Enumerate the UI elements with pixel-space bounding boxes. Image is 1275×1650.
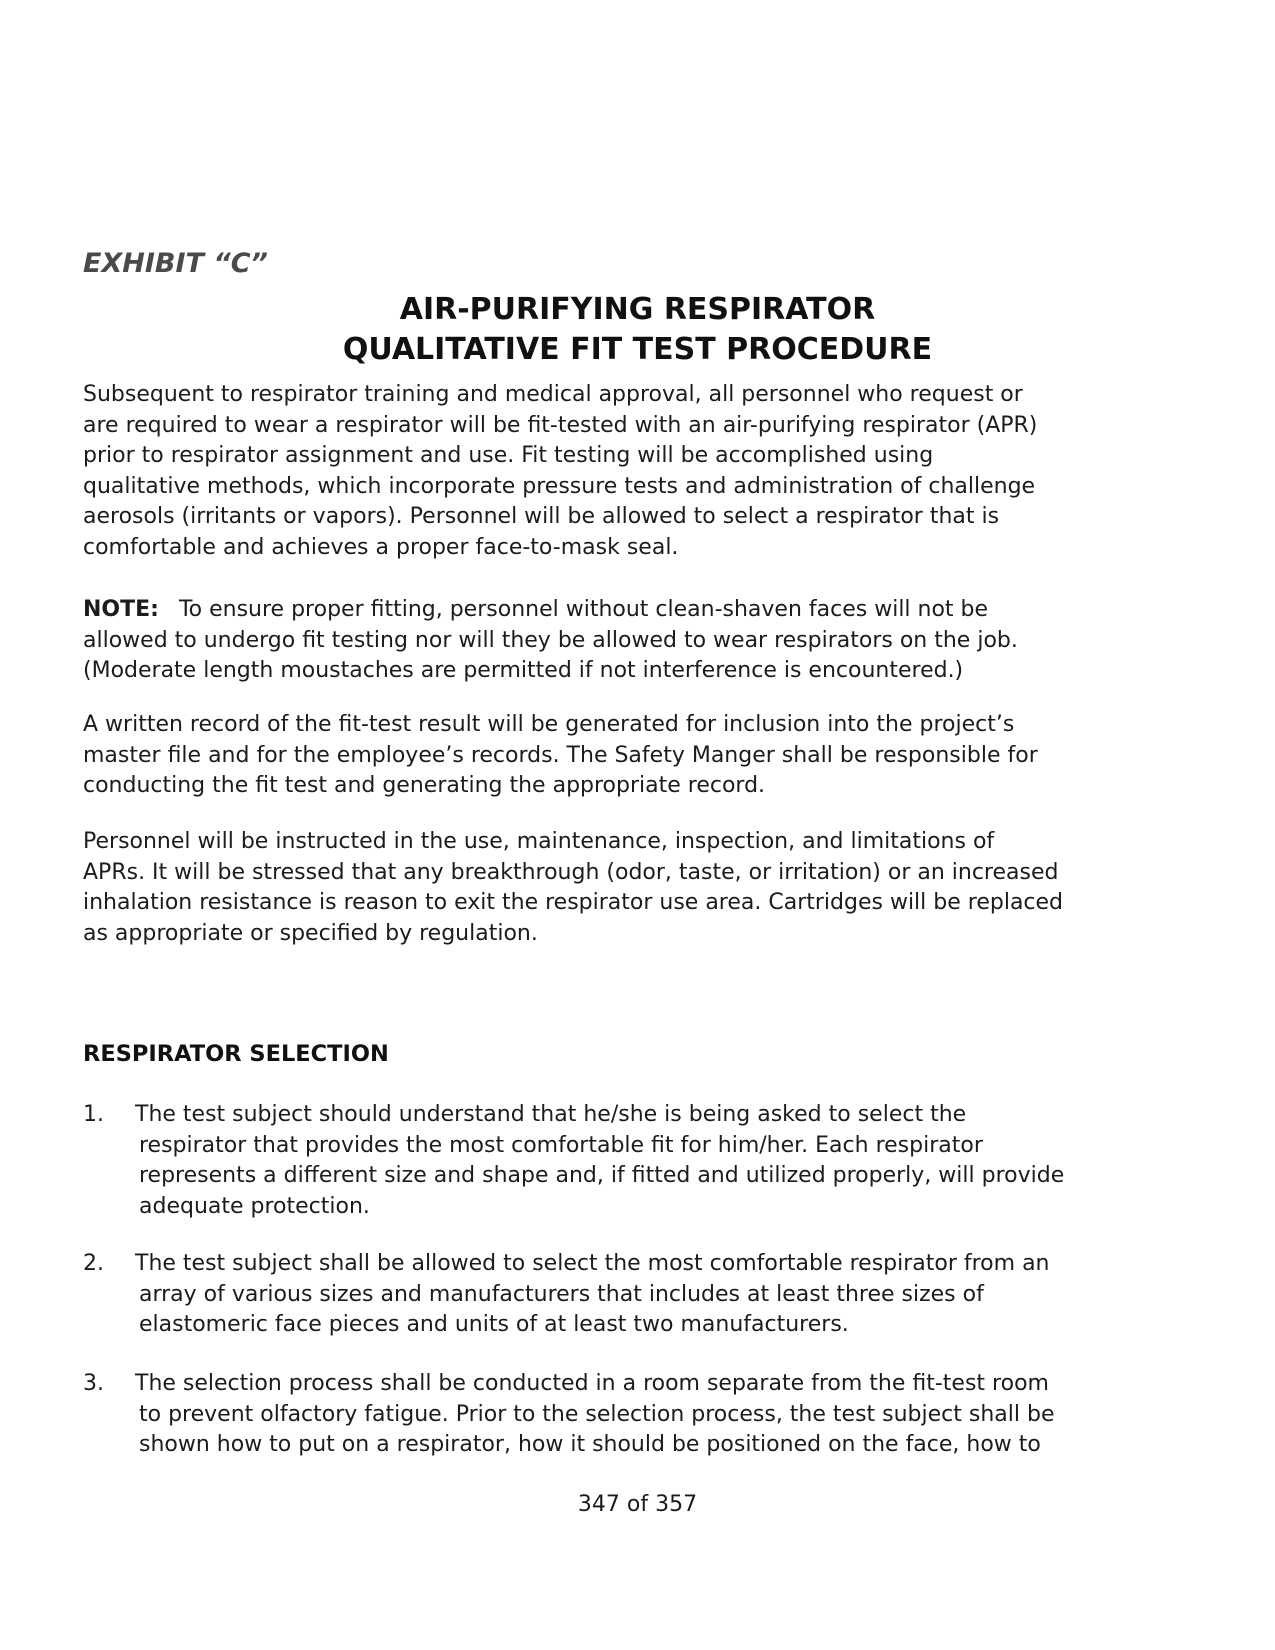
- page-number: 347 of 357: [577, 1492, 698, 1517]
- record-paragraph: [83, 710, 1203, 802]
- exhibit-label: EXHIBIT “C”: [83, 248, 268, 279]
- list-item-line: adequate protection.: [139, 1193, 370, 1219]
- note-first-line: [83, 595, 1203, 626]
- list-item-line: The test subject should understand that he/she is being asked to select the: [135, 1102, 967, 1127]
- instruction-line: APRs. It will be stressed that any breakthrough (odor, taste, or irritation) or an increased: [83, 859, 1059, 885]
- note-label: NOTE:: [83, 597, 159, 622]
- intro-line: qualitative methods, which incorporate pressure tests and administration of challenge: [83, 473, 1036, 499]
- list-item-number: 1.: [83, 1102, 104, 1127]
- list-item-line: respirator that provides the most comfortable fit for him/her. Each respirator: [139, 1132, 983, 1158]
- note-paragraph: [83, 595, 1203, 687]
- list-item-line: The test subject shall be allowed to select the most comfortable respirator from an: [135, 1251, 1050, 1276]
- instruction-line: inhalation resistance is reason to exit the respirator use area. Cartridges will be replaced: [83, 890, 1064, 915]
- note-line: (Moderate length moustaches are permitted if not interference is encountered.): [83, 658, 964, 683]
- intro-line: aerosols (irritants or vapors). Personnel will be allowed to select a respirator that is: [83, 504, 1000, 529]
- list-item-number: 3.: [83, 1371, 104, 1396]
- instruction-paragraph: [83, 827, 1203, 949]
- title-line-2: QUALITATIVE FIT TEST PROCEDURE: [342, 332, 933, 367]
- instruction-line: Personnel will be instructed in the use, maintenance, inspection, and limitations of: [83, 829, 995, 854]
- list-item-line: array of various sizes and manufacturers that includes at least three sizes of: [139, 1281, 984, 1307]
- list-item-line: to prevent olfactory fatigue. Prior to the selection process, the test subject shall be: [139, 1401, 1055, 1427]
- instruction-line: as appropriate or specified by regulation.: [83, 920, 538, 946]
- intro-paragraph: [83, 380, 1203, 563]
- list-item-line: The selection process shall be conducted in a room separate from the fit-test room: [135, 1371, 1049, 1396]
- list-item-line: represents a different size and shape and, if fitted and utilized properly, will provide: [139, 1163, 1065, 1188]
- list-item-line: elastomeric face pieces and units of at least two manufacturers.: [139, 1312, 849, 1337]
- note-text: To ensure proper fitting, personnel without clean-shaven faces will not be: [178, 597, 989, 622]
- record-line: conducting the fit test and generating the appropriate record.: [83, 773, 766, 798]
- intro-line: comfortable and achieves a proper face-to-mask seal.: [83, 534, 679, 560]
- list-item-line: shown how to put on a respirator, how it should be positioned on the face, how to: [139, 1432, 1041, 1457]
- record-line: A written record of the fit-test result will be generated for inclusion into the project’s: [83, 712, 1015, 737]
- intro-line: are required to wear a respirator will be fit-tested with an air-purifying respirator (APR): [83, 412, 1038, 438]
- intro-line: Subsequent to respirator training and medical approval, all personnel who request or: [83, 382, 1023, 407]
- list-item-body: [135, 1369, 1054, 1461]
- intro-line: prior to respirator assignment and use. Fit testing will be accomplished using: [83, 443, 934, 468]
- section-heading: RESPIRATOR SELECTION: [83, 1041, 389, 1067]
- list-item-body: [135, 1249, 1050, 1341]
- record-line: master file and for the employee’s records. The Safety Manger shall be responsible for: [83, 742, 1038, 768]
- list-item-body: [135, 1100, 1064, 1222]
- list-item-number: 2.: [83, 1251, 104, 1276]
- title-line-1: AIR-PURIFYING RESPIRATOR: [399, 292, 876, 327]
- note-line: allowed to undergo fit testing nor will they be allowed to wear respirators on the job.: [83, 627, 1018, 653]
